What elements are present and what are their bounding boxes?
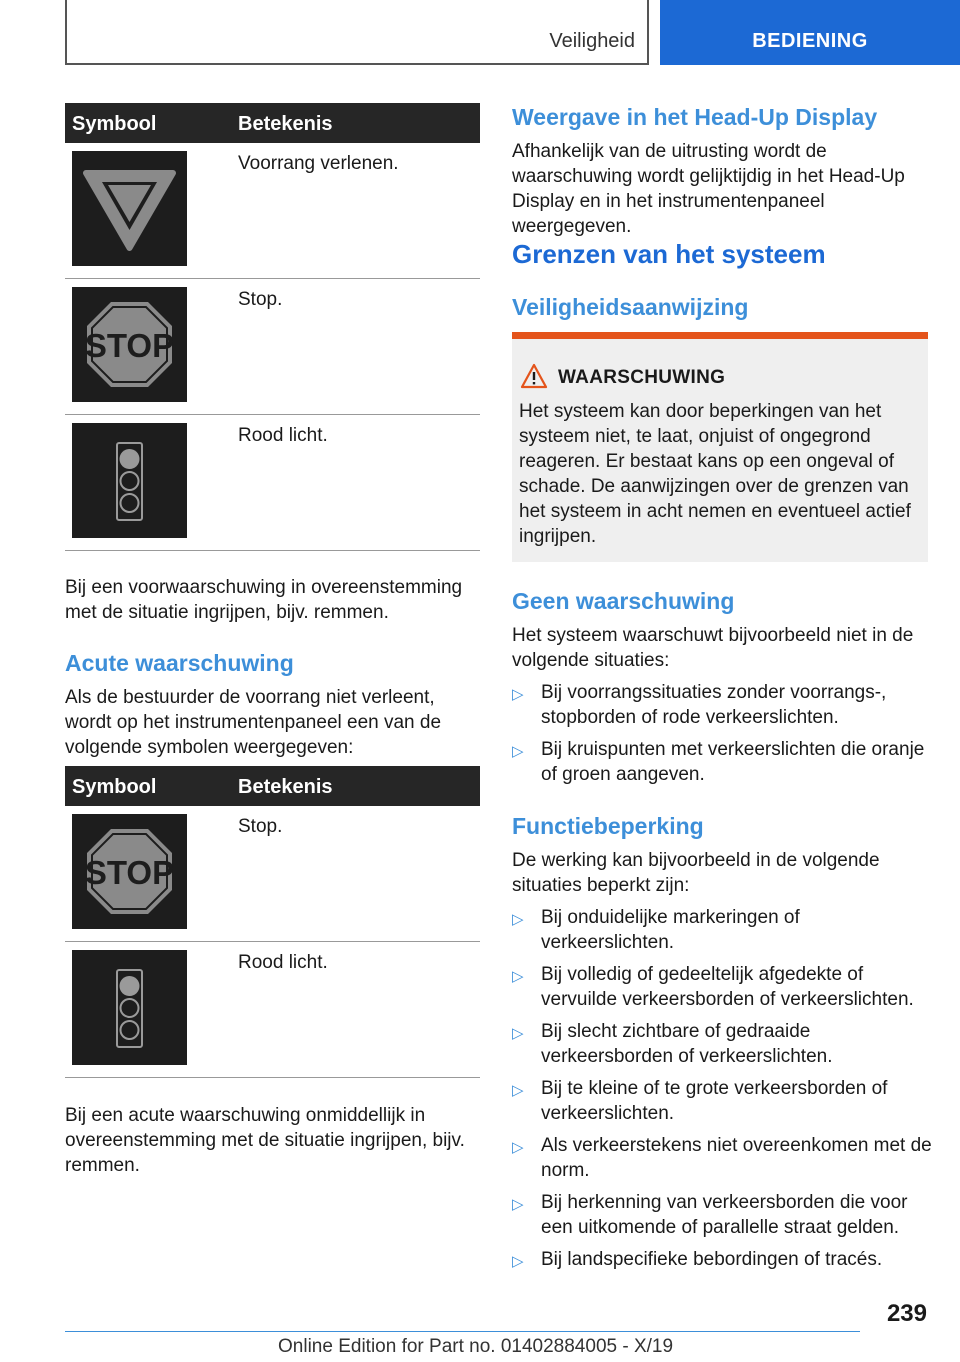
header-chapter-label: BEDIENING (752, 30, 868, 52)
list-item (512, 1133, 932, 1183)
no-warning-paragraph: Het systeem waarschuwt bijvoorbeeld niet in de volgende situaties: (512, 625, 914, 671)
table-row (65, 279, 480, 415)
acute-warning-paragraph: Als de bestuurder de voorrang niet verleent, wordt op het instrumentenpaneel een van de volgende symbolen weergegeven: (65, 687, 442, 758)
symbol-table-2 (65, 766, 480, 1078)
warning-body: Het systeem kan door beperkingen van het systeem niet, te laat, onjuist of ongegrond reageren. Er bestaat kans op een ongeval of schade. De aanwijzingen over de grenzen van het systeem in acht nemen en eventueel actief ingrijpen. (519, 401, 911, 547)
list-item (512, 962, 932, 1012)
symbol-table-1 (65, 103, 480, 551)
heading-system-limits: Grenzen van het systeem (512, 239, 826, 269)
header-section-box (65, 0, 649, 65)
bullet-triangle-icon: ▷ (512, 743, 524, 760)
row-meaning: Voorrang verlenen. (238, 153, 399, 174)
bullet-triangle-icon: ▷ (512, 1082, 524, 1099)
header-section-title: Veiligheid (549, 30, 635, 52)
list-item-text: Bij voorrangssituaties zonder voorrangs-, stopborden of rode verkeerslichten. (541, 682, 887, 728)
col-meaning-header: Betekenis (238, 113, 333, 135)
list-item-text: Bij onduidelijke markeringen of verkeerslichten. (541, 907, 800, 953)
list-item (512, 1019, 932, 1069)
list-item-text: Als verkeerstekens niet overeenkomen met de norm. (541, 1135, 932, 1181)
table-row (65, 415, 480, 551)
heading-function-limitation: Functiebeperking (512, 813, 704, 839)
table-row (65, 143, 480, 279)
list-item-text: Bij kruispunten met verkeerslichten die oranje of groen aangeven. (541, 739, 925, 785)
list-item (512, 737, 932, 787)
bullet-triangle-icon: ▷ (512, 1196, 524, 1213)
table-header (65, 766, 480, 806)
list-item-text: Bij landspecifieke bebordingen of tracés. (541, 1249, 883, 1270)
pre-warning-paragraph: Bij een voorwaarschuwing in overeenstemming met de situatie ingrijpen, bijv. remmen. (65, 577, 463, 623)
col-symbol-header: Symbool (72, 113, 157, 135)
no-warning-list (512, 680, 932, 794)
list-item (512, 1247, 932, 1272)
row-meaning: Stop. (238, 289, 283, 310)
footer-divider (65, 1331, 860, 1332)
table-row (65, 806, 480, 942)
yield-sign-icon (72, 151, 187, 266)
table-header (65, 103, 480, 143)
bullet-triangle-icon: ▷ (512, 1253, 524, 1270)
warning-triangle-icon (520, 363, 548, 389)
page-number: 239 (886, 1300, 927, 1327)
bullet-triangle-icon: ▷ (512, 968, 524, 985)
bullet-triangle-icon: ▷ (512, 1025, 524, 1042)
footer-edition: Online Edition for Part no. 01402884005 - X/19 (278, 1336, 674, 1357)
stop-sign-icon (72, 287, 187, 402)
heading-no-warning: Geen waarschuwing (512, 588, 735, 614)
function-limitation-list (512, 905, 932, 1279)
list-item (512, 905, 932, 955)
col-meaning-header: Betekenis (238, 776, 333, 798)
row-meaning: Stop. (238, 816, 283, 837)
list-item-text: Bij herkenning van verkeersborden die voor een uitkomende of parallelle straat gelden. (541, 1192, 908, 1238)
list-item (512, 680, 932, 730)
list-item-text: Bij te kleine of te grote verkeersborden of verkeerslichten. (541, 1078, 888, 1124)
hud-paragraph: Afhankelijk van de uitrusting wordt de waarschuwing wordt gelijktijdig in het Head-Up Display en in het instrumentenpaneel weergegeven. (512, 141, 905, 237)
warning-title: WAARSCHUWING (558, 367, 726, 388)
function-paragraph: De werking kan bijvoorbeeld in de volgende situaties beperkt zijn: (512, 850, 880, 896)
stop-sign-text: STOP (84, 854, 175, 891)
acute-action-paragraph: Bij een acute waarschuwing onmiddellijk in overeenstemming met de situatie ingrijpen, bijv. remmen. (65, 1105, 465, 1176)
list-item (512, 1076, 932, 1126)
stop-sign-text: STOP (84, 327, 175, 364)
table-row (65, 942, 480, 1078)
header-chapter-tab[interactable] (660, 0, 960, 65)
heading-safety-note: Veiligheidsaanwijzing (512, 294, 749, 320)
bullet-triangle-icon: ▷ (512, 686, 524, 703)
stop-sign-icon (72, 814, 187, 929)
heading-acute-warning: Acute waarschuwing (65, 650, 294, 676)
heading-head-up-display: Weergave in het Head-Up Display (512, 104, 878, 130)
red-traffic-light-icon (72, 423, 187, 538)
bullet-triangle-icon: ▷ (512, 911, 524, 928)
list-item-text: Bij volledig of gedeeltelijk afgedekte of vervuilde verkeersborden of verkeerslichten. (541, 964, 914, 1010)
list-item-text: Bij slecht zichtbare of gedraaide verkeersborden of verkeerslichten. (541, 1021, 833, 1067)
col-symbol-header: Symbool (72, 776, 157, 798)
list-item (512, 1190, 932, 1240)
row-meaning: Rood licht. (238, 425, 328, 446)
warning-box (512, 332, 928, 562)
red-traffic-light-icon (72, 950, 187, 1065)
bullet-triangle-icon: ▷ (512, 1139, 524, 1156)
row-meaning: Rood licht. (238, 952, 328, 973)
